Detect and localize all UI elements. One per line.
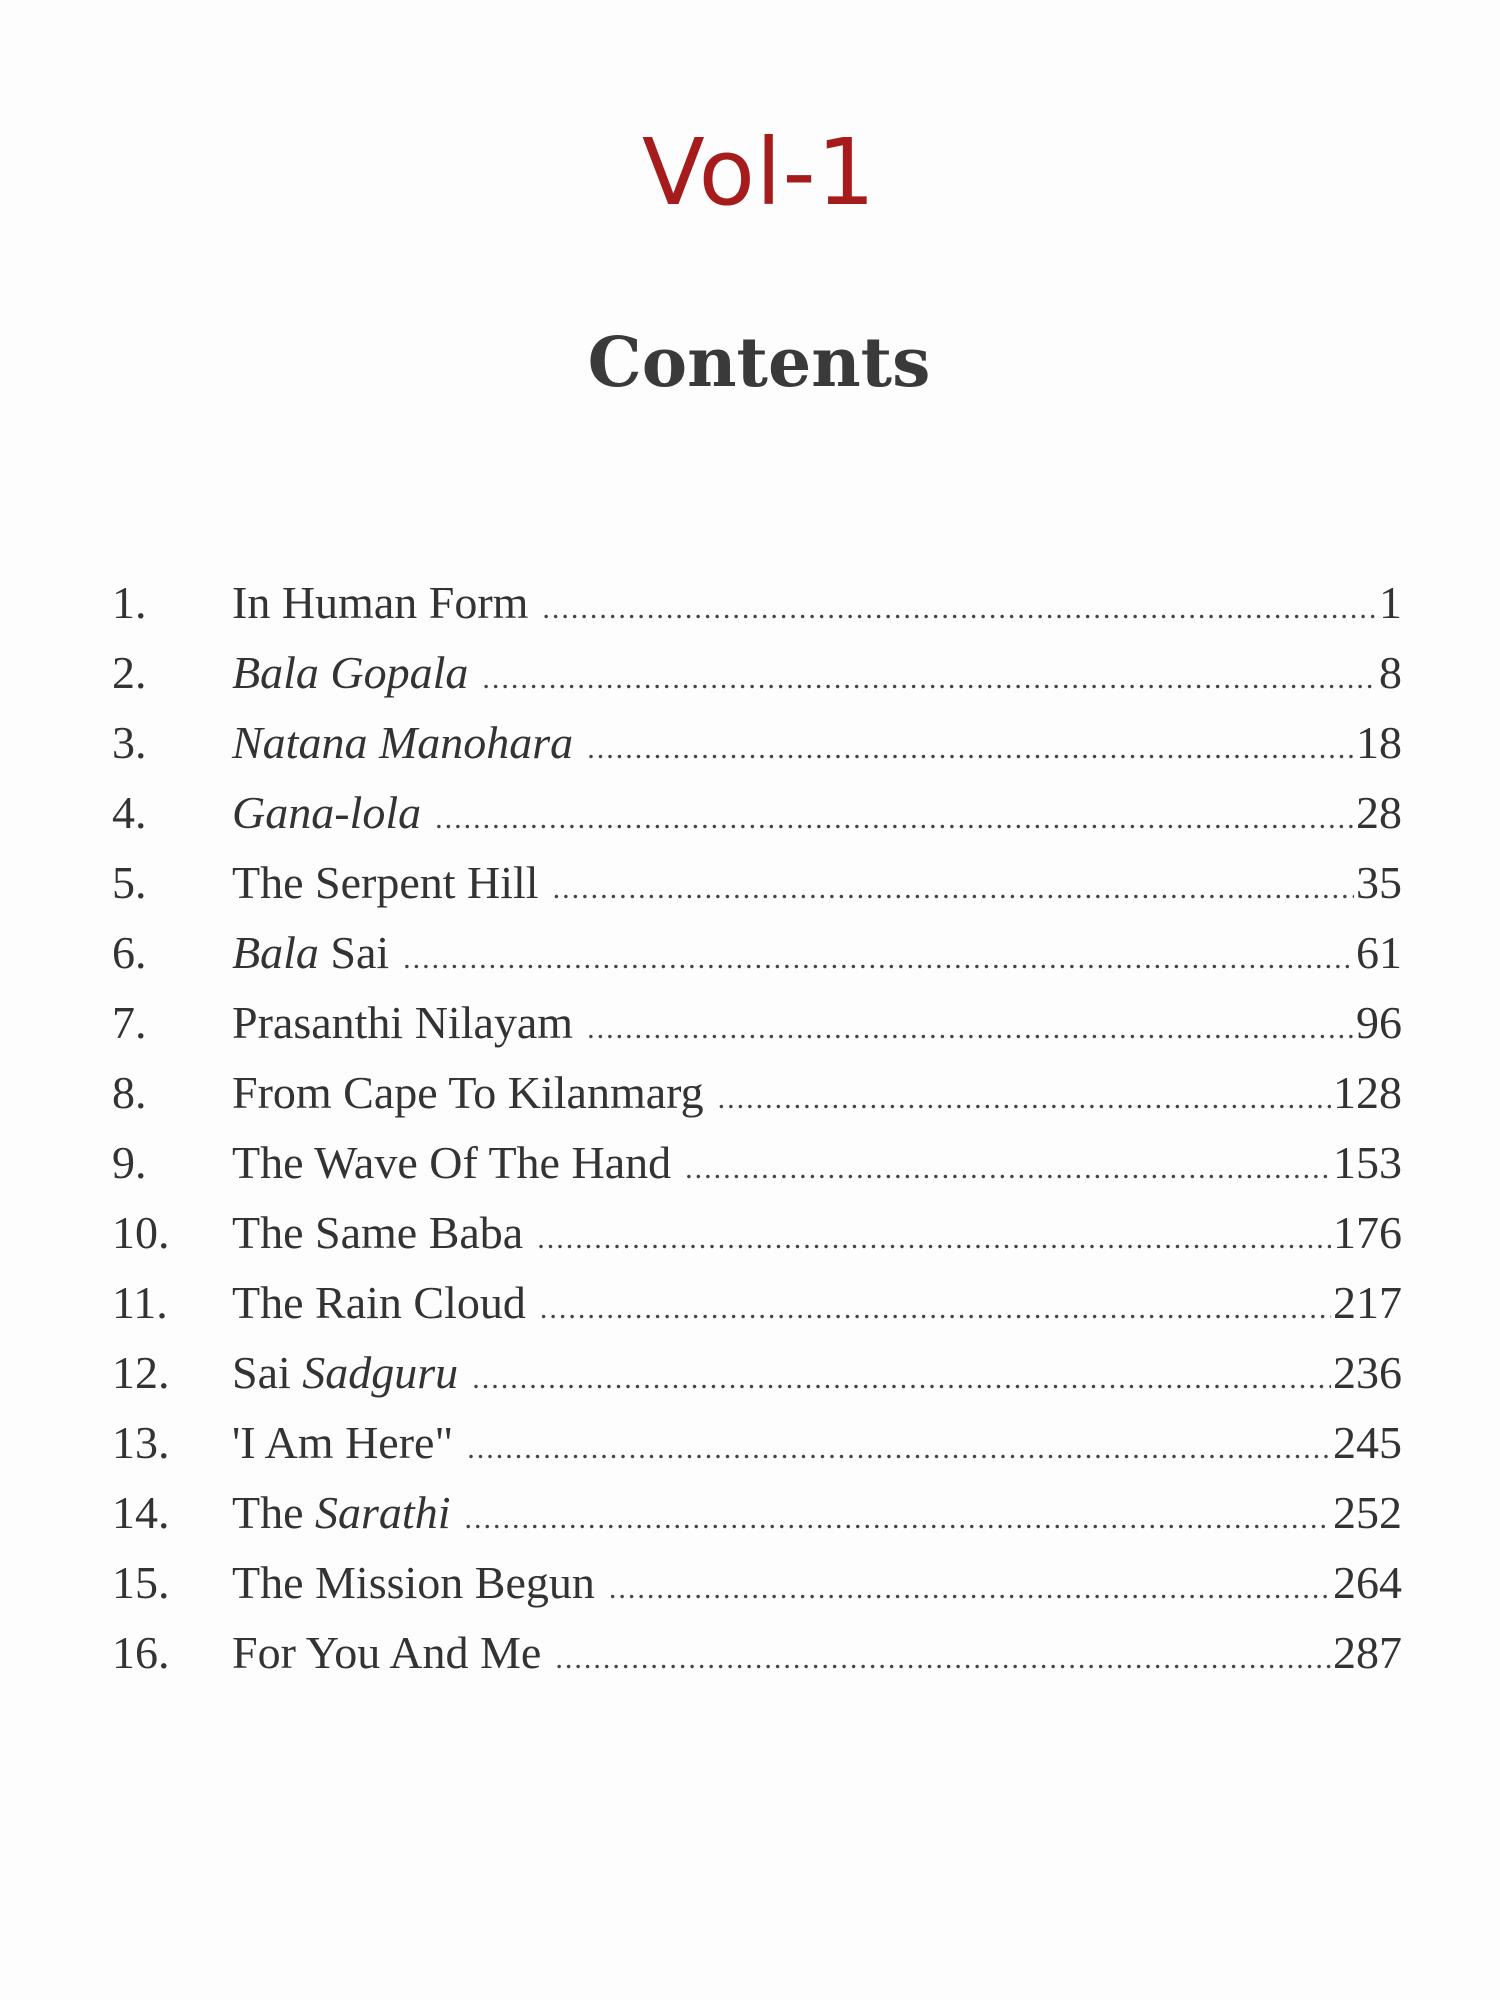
toc-dot-leader <box>685 1134 1331 1204</box>
toc-entry-number: 8. <box>112 1067 147 1118</box>
toc-entry-title <box>232 988 587 1058</box>
toc-entry-page-number: 1 <box>1379 577 1402 628</box>
contents-heading: Contents <box>587 323 931 403</box>
toc-entry-page-number: 176 <box>1333 1207 1402 1258</box>
toc-entry-title <box>232 1338 472 1408</box>
toc-entry-number: 16. <box>112 1627 170 1678</box>
toc-entry <box>112 918 1402 988</box>
toc-entry-page-number: 287 <box>1333 1627 1402 1678</box>
toc-entry-number: 1. <box>112 577 147 628</box>
toc-dot-leader <box>537 1204 1331 1274</box>
toc-entry <box>112 1408 1402 1478</box>
toc-entry-title <box>232 848 553 918</box>
toc-dot-leader <box>609 1554 1331 1624</box>
toc-entry <box>112 1268 1402 1338</box>
toc-entry <box>112 1618 1402 1688</box>
toc-entry-number: 9. <box>112 1137 147 1188</box>
toc-title-italic-part: Bala Gopala <box>232 647 469 698</box>
toc-title-part: The <box>232 1487 316 1538</box>
toc-dot-leader <box>553 854 1354 924</box>
toc-entry-number: 14. <box>112 1487 170 1538</box>
toc-entry-title <box>232 568 542 638</box>
toc-entry-number: 15. <box>112 1557 170 1608</box>
toc-entry-title <box>232 1408 467 1478</box>
toc-entry-page-number: 264 <box>1333 1557 1402 1608</box>
toc-entry-page-number: 35 <box>1356 857 1402 908</box>
toc-title-italic-part: Natana Manohara <box>232 717 574 768</box>
toc-entry-page-number: 18 <box>1356 717 1402 768</box>
toc-title-part: Sai <box>232 1347 303 1398</box>
toc-entry <box>112 1198 1402 1268</box>
toc-entry <box>112 638 1402 708</box>
toc-title-part: From Cape To Kilanmarg <box>232 1067 704 1118</box>
toc-entry <box>112 1128 1402 1198</box>
toc-dot-leader <box>435 784 1354 854</box>
toc-entry-title <box>232 1548 609 1618</box>
toc-entry <box>112 1478 1402 1548</box>
toc-title-italic-part: Sadguru <box>302 1347 459 1398</box>
toc-title-part: 'I Am Here" <box>232 1417 454 1468</box>
toc-dot-leader <box>403 924 1354 994</box>
toc-entry-number: 7. <box>112 997 147 1048</box>
toc-dot-leader <box>482 644 1377 714</box>
toc-entry-page-number: 28 <box>1356 787 1402 838</box>
toc-entry-number: 12. <box>112 1347 170 1398</box>
toc-entry-number: 2. <box>112 647 147 698</box>
toc-entry <box>112 1548 1402 1618</box>
toc-title-part: The Rain Cloud <box>232 1277 526 1328</box>
toc-entry-title <box>232 1198 537 1268</box>
toc-entry-number: 5. <box>112 857 147 908</box>
toc-entry-number: 6. <box>112 927 147 978</box>
toc-entry-title <box>232 1478 464 1548</box>
toc-entry-title <box>232 638 482 708</box>
toc-dot-leader <box>542 574 1377 644</box>
toc-title-part: For You And Me <box>232 1627 542 1678</box>
toc-entry-title <box>232 1618 555 1688</box>
toc-dot-leader <box>718 1064 1331 1134</box>
toc-dot-leader <box>467 1414 1331 1484</box>
toc-entry <box>112 988 1402 1058</box>
toc-entry <box>112 708 1402 778</box>
toc-entry-page-number: 245 <box>1333 1417 1402 1468</box>
toc-entry <box>112 568 1402 638</box>
toc-entry-title <box>232 918 403 988</box>
toc-title-italic-part: Bala <box>232 927 319 978</box>
toc-entry-page-number: 217 <box>1333 1277 1402 1328</box>
toc-entry-page-number: 61 <box>1356 927 1402 978</box>
toc-entry <box>112 1058 1402 1128</box>
toc-entry-number: 10. <box>112 1207 170 1258</box>
table-of-contents <box>112 568 1402 1688</box>
toc-entry <box>112 848 1402 918</box>
toc-entry <box>112 1338 1402 1408</box>
toc-dot-leader <box>587 714 1354 784</box>
toc-dot-leader <box>472 1344 1331 1414</box>
toc-entry-title <box>232 778 435 848</box>
toc-entry-page-number: 96 <box>1356 997 1402 1048</box>
toc-title-part: The Same Baba <box>232 1207 524 1258</box>
volume-label: Vol-1 <box>641 119 877 226</box>
toc-title-part: Sai <box>318 927 390 978</box>
toc-title-italic-part: Gana-lola <box>232 787 422 838</box>
toc-entry-title <box>232 1128 685 1198</box>
toc-entry-page-number: 236 <box>1333 1347 1402 1398</box>
toc-title-part: The Serpent Hill <box>232 857 539 908</box>
toc-dot-leader <box>587 994 1354 1064</box>
toc-entry-title <box>232 1268 540 1338</box>
toc-entry-title <box>232 1058 718 1128</box>
toc-entry-page-number: 128 <box>1333 1067 1402 1118</box>
toc-entry <box>112 778 1402 848</box>
toc-dot-leader <box>540 1274 1331 1344</box>
toc-title-italic-part: Sarathi <box>315 1487 451 1538</box>
toc-entry-title <box>232 708 587 778</box>
toc-title-part: The Mission Begun <box>232 1557 595 1608</box>
toc-entry-number: 13. <box>112 1417 170 1468</box>
toc-entry-page-number: 8 <box>1379 647 1402 698</box>
toc-title-part: Prasanthi Nilayam <box>232 997 574 1048</box>
toc-entry-number: 11. <box>112 1277 168 1328</box>
toc-dot-leader <box>555 1624 1331 1694</box>
toc-entry-page-number: 252 <box>1333 1487 1402 1538</box>
toc-entry-number: 3. <box>112 717 147 768</box>
toc-dot-leader <box>464 1484 1331 1554</box>
toc-entry-number: 4. <box>112 787 147 838</box>
toc-title-part: The Wave Of The Hand <box>232 1137 672 1188</box>
toc-entry-page-number: 153 <box>1333 1137 1402 1188</box>
toc-title-part: In Human Form <box>232 577 529 628</box>
